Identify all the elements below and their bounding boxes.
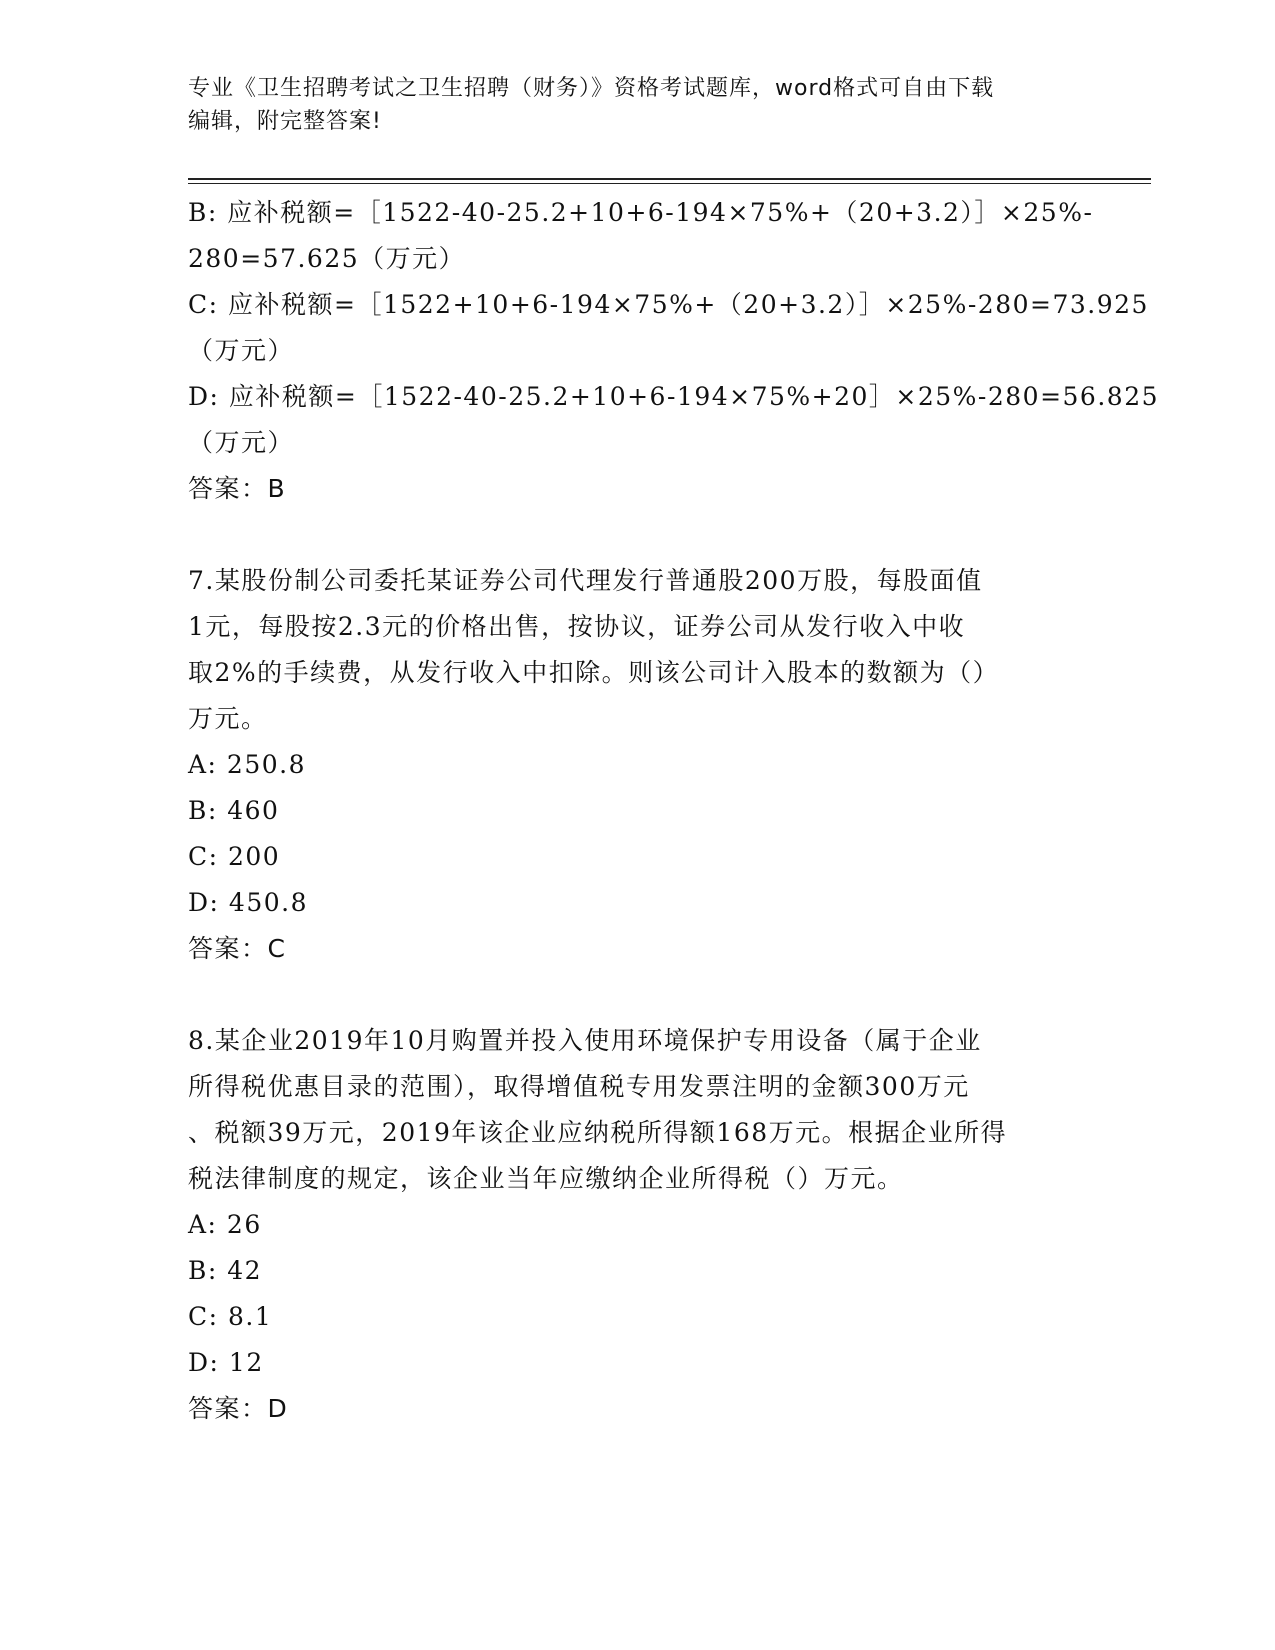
question-stem: 、税额39万元，2019年该企业应纳税所得额168万元。根据企业所得 (188, 1118, 1008, 1147)
question-stem: 税法律制度的规定，该企业当年应缴纳企业所得税（）万元。 (188, 1164, 904, 1193)
spacer (188, 972, 1088, 1018)
answer-label: 答案：C (188, 934, 287, 963)
option-d: D: 应补税额=［1522-40-25.2+10+6-194×75%+20］×25%-280=56.825 (188, 382, 1160, 411)
option-b-continued: 280=57.625（万元） (188, 244, 466, 273)
answer-label: 答案：D (188, 1394, 289, 1423)
question-8 (188, 1018, 1088, 1432)
option-a: A: 250.8 (188, 750, 306, 779)
page-header (188, 72, 1068, 138)
option-c: C: 应补税额=［1522+10+6-194×75%+（20+3.2）］×25%-280=73.925 (188, 290, 1149, 319)
question-stem: 万元。 (188, 704, 268, 733)
option-b: B: 应补税额=［1522-40-25.2+10+6-194×75%+（20+3.2）］×25%- (188, 198, 1094, 227)
question-7 (188, 558, 1088, 972)
option-d-continued: （万元） (188, 428, 295, 457)
header-line-2: 编辑，附完整答案! (188, 109, 382, 134)
option-a: A: 26 (188, 1210, 262, 1239)
header-divider-thin (188, 183, 1151, 184)
question-stem: 所得税优惠目录的范围），取得增值税专用发票注明的金额300万元 (188, 1072, 970, 1101)
option-d: D: 12 (188, 1348, 264, 1377)
option-c-continued: （万元） (188, 336, 295, 365)
option-c: C: 200 (188, 842, 281, 871)
option-b: B: 460 (188, 796, 280, 825)
question-stem: 8.某企业2019年10月购置并投入使用环境保护专用设备（属于企业 (188, 1026, 982, 1055)
header-divider-thick (188, 178, 1151, 180)
question-stem: 取2%的手续费，从发行收入中扣除。则该公司计入股本的数额为（） (188, 658, 1000, 687)
question-content (188, 190, 1160, 1432)
header-line-1: 专业《卫生招聘考试之卫生招聘（财务）》资格考试题库，word格式可自由下载 (188, 76, 995, 101)
option-d: D: 450.8 (188, 888, 308, 917)
answer-label: 答案：B (188, 474, 287, 503)
spacer (188, 512, 1088, 558)
option-c: C: 8.1 (188, 1302, 273, 1331)
question-stem: 7.某股份制公司委托某证券公司代理发行普通股200万股，每股面值 (188, 566, 983, 595)
question-stem: 1元，每股按2.3元的价格出售，按协议，证券公司从发行收入中收 (188, 612, 966, 641)
option-b: B: 42 (188, 1256, 263, 1285)
previous-question-options (188, 190, 1160, 512)
